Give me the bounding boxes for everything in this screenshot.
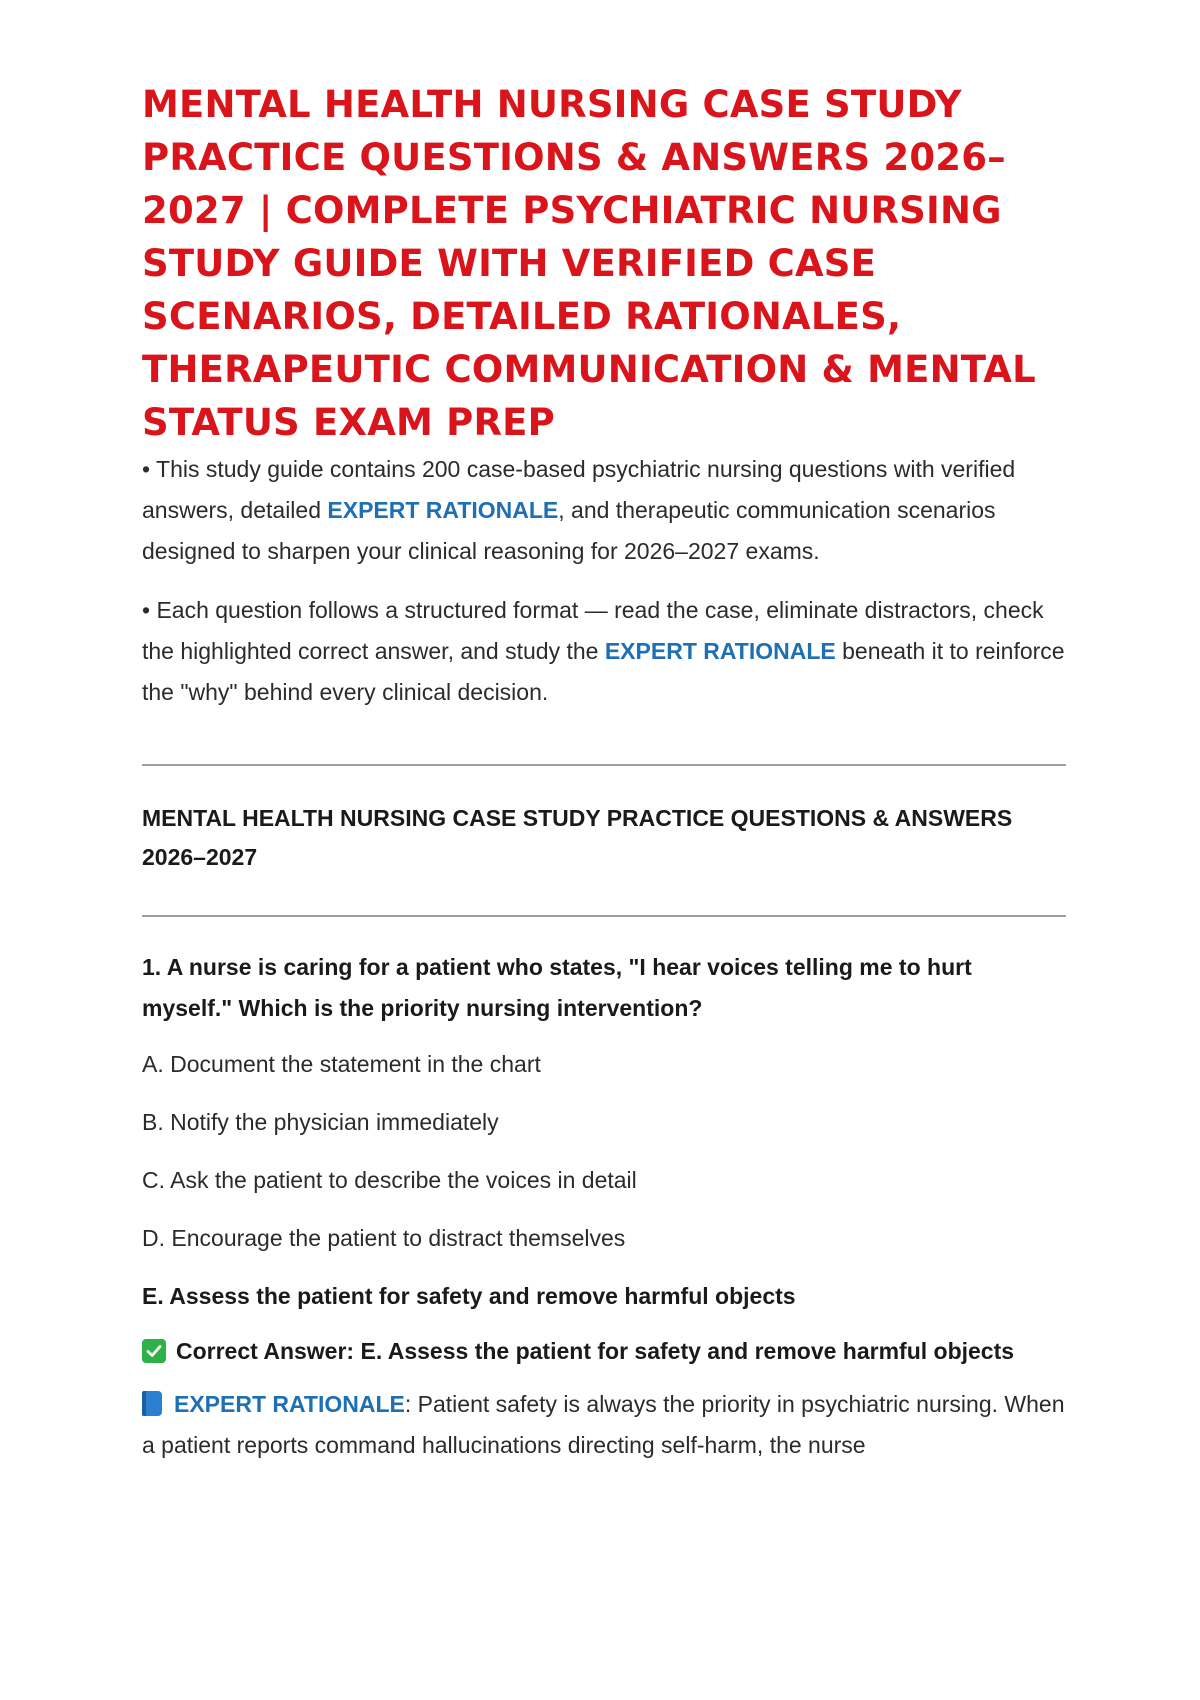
intro-block <box>142 449 1066 713</box>
intro-text: beneath it to reinforce the "why" behind every clinical decision. <box>142 638 1065 705</box>
intro-text: • This study guide contains 200 case-based psychiatric nursing questions with verified answers, detailed <box>142 456 1016 523</box>
divider <box>142 764 1066 766</box>
answer-option-d: D. Encourage the patient to distract themselves <box>142 1225 626 1251</box>
document-page <box>142 78 1066 1466</box>
expert-rationale-highlight: EXPERT RATIONALE <box>604 638 836 664</box>
intro-text: , and therapeutic communication scenarios designed to sharpen your clinical reasoning for 2026–2027 exams. <box>142 497 996 564</box>
section-heading: MENTAL HEALTH NURSING CASE STUDY PRACTICE QUESTIONS & ANSWERS 2026–2027 <box>142 805 1013 870</box>
correct-answer-text: Correct Answer: E. Assess the patient for safety and remove harmful objects <box>176 1338 1015 1364</box>
divider <box>142 915 1066 917</box>
blue-book-icon <box>142 1391 162 1416</box>
intro-paragraph-1 <box>142 449 1066 572</box>
expert-rationale-label: EXPERT RATIONALE <box>174 1391 405 1417</box>
intro-text: • Each question follows a structured format — read the case, eliminate distractors, check the highlighted correct answer, and study the <box>142 597 1044 664</box>
question-block <box>142 947 1066 1466</box>
expert-rationale <box>142 1384 1066 1466</box>
correct-answer <box>142 1331 1066 1372</box>
answer-option-a: A. Document the statement in the chart <box>142 1051 541 1077</box>
answer-option-e: E. Assess the patient for safety and remove harmful objects <box>142 1283 796 1309</box>
answer-option-c: C. Ask the patient to describe the voices in detail <box>142 1167 637 1193</box>
check-mark-icon <box>142 1339 166 1363</box>
document-title: MENTAL HEALTH NURSING CASE STUDY PRACTICE QUESTIONS & ANSWERS 2026–2027 | COMPLETE PSYCHIATRIC NURSING STUDY GUIDE WITH VERIFIED CASE SCENARIOS, DETAILED RATIONALES, THERAPEUTIC COMMUNICATION & MENTAL STATUS EXAM PREP <box>142 83 1036 444</box>
answer-option-b: B. Notify the physician immediately <box>142 1109 499 1135</box>
expert-rationale-text: : Patient safety is always the priority in psychiatric nursing. When a patient reports command hallucinations directing self-harm, the nurse <box>142 1391 1065 1458</box>
intro-paragraph-2 <box>142 590 1066 713</box>
expert-rationale-highlight: EXPERT RATIONALE <box>327 497 559 523</box>
question-stem: 1. A nurse is caring for a patient who states, "I hear voices telling me to hurt myself." Which is the priority nursing intervention? <box>142 954 972 1021</box>
